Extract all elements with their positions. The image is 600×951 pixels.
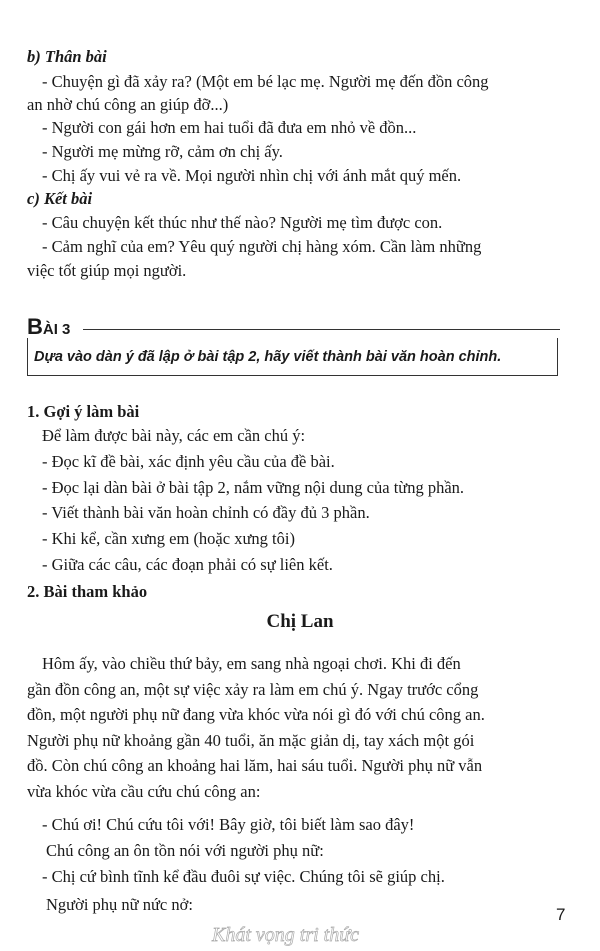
watermark-slogan: Khát vọng tri thức — [212, 924, 360, 946]
text-line: - Giữa các câu, các đoạn phải có sự liên kết. — [42, 555, 333, 574]
exercise-label-initial: B — [27, 314, 43, 339]
text-line: - Đọc lại dàn bài ở bài tập 2, nắm vững nội dung của từng phần. — [42, 478, 465, 497]
text-line: đồn, một người phụ nữ đang vừa khóc vừa nói gì đó với chú công an. — [27, 705, 485, 724]
section-c-heading: c) Kết bài — [27, 189, 93, 208]
text-line: vừa khóc vừa cầu cứu chú công an: — [27, 782, 261, 801]
text-line: gần đồn công an, một sự việc xảy ra làm em chú ý. Ngay trước cổng — [27, 680, 479, 699]
exercise-label-rest: ÀI 3 — [42, 321, 71, 338]
exercise-rule — [83, 329, 560, 330]
dialogue-line: - Chú ơi! Chú cứu tôi với! Bây giờ, tôi biết làm sao đây! — [42, 815, 415, 834]
text-line: Để làm được bài này, các em cần chú ý: — [42, 426, 306, 445]
text-line: - Người mẹ mừng rỡ, cảm ơn chị ấy. — [42, 142, 283, 161]
text-line: đồ. Còn chú công an khoảng hai lăm, hai sáu tuổi. Người phụ nữ vẫn — [27, 756, 483, 775]
text-line: Hôm ấy, vào chiều thứ bảy, em sang nhà ngoại chơi. Khi đi đến — [42, 654, 461, 673]
story-title: Chị Lan — [266, 611, 334, 632]
exercise-label — [27, 314, 70, 340]
text-line: việc tốt giúp mọi người. — [27, 261, 187, 280]
section-b-heading: b) Thân bài — [27, 47, 107, 66]
text-line: - Chuyện gì đã xảy ra? (Một em bé lạc mẹ. Người mẹ đến đồn công — [42, 72, 489, 91]
text-line: an nhờ chú công an giúp đỡ...) — [27, 95, 229, 114]
text-line: - Người con gái hơn em hai tuổi đã đưa em nhỏ về đồn... — [42, 118, 417, 137]
exercise-prompt: Dựa vào dàn ý đã lập ở bài tập 2, hãy viết thành bài văn hoàn chỉnh. — [34, 349, 502, 365]
hints-heading: 1. Gợi ý làm bài — [27, 402, 140, 421]
text-line: - Đọc kĩ đề bài, xác định yêu cầu của đề bài. — [42, 452, 335, 471]
text-line: - Cảm nghĩ của em? Yêu quý người chị hàng xóm. Cần làm những — [42, 237, 482, 256]
text-line: - Khi kể, cần xưng em (hoặc xưng tôi) — [42, 529, 295, 548]
dialogue-line: - Chị cứ bình tĩnh kể đầu đuôi sự việc. Chúng tôi sẽ giúp chị. — [42, 867, 445, 886]
reference-heading: 2. Bài tham khảo — [27, 582, 148, 601]
text-line: Người phụ nữ khoảng gần 40 tuổi, ăn mặc giản dị, tay xách một gói — [27, 731, 475, 750]
text-line: - Câu chuyện kết thúc như thế nào? Người mẹ tìm được con. — [42, 213, 443, 232]
text-line: - Chị ấy vui vẻ ra về. Mọi người nhìn chị với ánh mắt quý mến. — [42, 166, 462, 185]
page-number: 7 — [556, 905, 566, 924]
exercise-prompt-box — [27, 338, 558, 376]
narration-line: Chú công an ôn tồn nói với người phụ nữ: — [46, 841, 324, 860]
text-line: - Viết thành bài văn hoàn chỉnh có đầy đủ 3 phần. — [42, 503, 370, 522]
narration-line: Người phụ nữ nức nở: — [46, 895, 193, 914]
